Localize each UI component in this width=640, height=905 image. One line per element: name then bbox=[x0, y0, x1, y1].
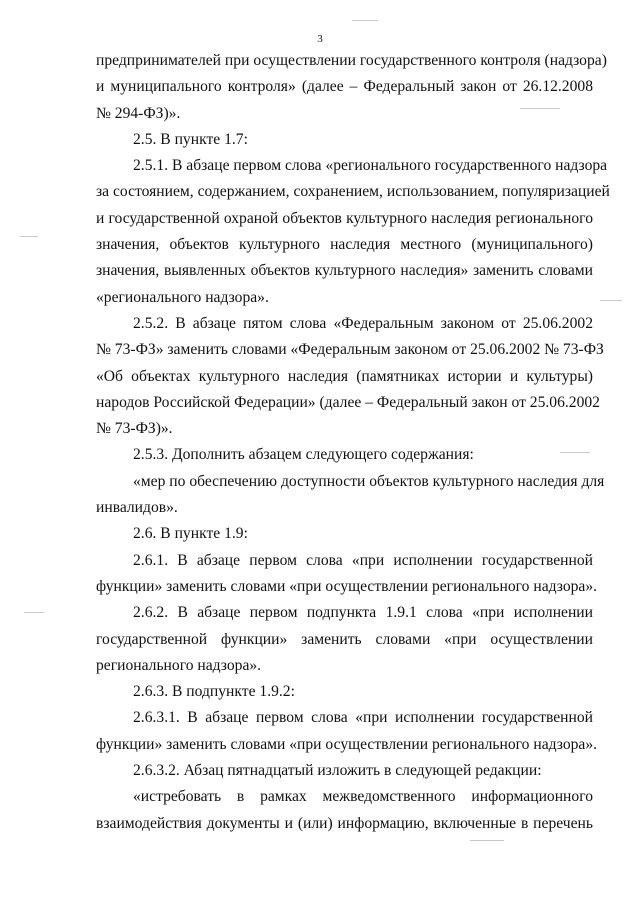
text-line: № 73-ФЗ)». bbox=[96, 420, 173, 438]
quoted-addition bbox=[96, 469, 605, 522]
page-number: 3 bbox=[317, 33, 323, 45]
text-line: функции» заменить словами «при осуществлении регионального надзора». bbox=[96, 577, 598, 595]
text-line: взаимодействия документы и (или) информацию, включенные в перечень bbox=[96, 814, 593, 832]
text-line: и муниципального контроля» (далее – Федеральный закон от 26.12.2008 bbox=[96, 78, 593, 96]
paragraph-2-6-3-2: 2.6.3.2. Абзац пятнадцатый изложить в следующей редакции: bbox=[133, 762, 542, 780]
text-line: значения, выявленных объектов культурного наследия» заменить словами bbox=[96, 262, 593, 280]
text-line: 2.5.1. В абзаце первом слова «регионального государственного надзора bbox=[133, 157, 608, 175]
text-line: народов Российской Федерации» (далее – Федеральный закон от 25.06.2002 bbox=[96, 393, 600, 411]
text-line: и государственной охраной объектов культурного наследия регионального bbox=[96, 209, 593, 227]
text-line: № 73-ФЗ» заменить словами «Федеральным законом от 25.06.2002 № 73-ФЗ bbox=[96, 341, 604, 359]
paragraph-2-6-2 bbox=[96, 600, 593, 679]
text-line: «истребовать в рамках межведомственного информационного bbox=[133, 788, 593, 806]
paragraph-continuation bbox=[96, 48, 607, 127]
section-heading-2-6: 2.6. В пункте 1.9: bbox=[133, 525, 248, 543]
scan-noise bbox=[520, 108, 560, 109]
text-line: за состоянием, содержанием, сохранением, использованием, популяризацией bbox=[96, 183, 610, 201]
paragraph-2-6-3: 2.6.3. В подпункте 1.9.2: bbox=[133, 683, 295, 701]
text-line: значения, объектов культурного наследия местного (муниципального) bbox=[96, 236, 593, 254]
text-line: предпринимателей при осуществлении государственного контроля (надзора) bbox=[96, 52, 607, 69]
paragraph-2-6-1 bbox=[96, 548, 598, 601]
text-line: государственной функции» заменить словами «при осуществлении bbox=[96, 630, 593, 648]
scan-noise bbox=[600, 300, 622, 301]
text-line: 2.6.2. В абзаце первом подпункта 1.9.1 слова «при исполнении bbox=[133, 604, 593, 622]
paragraph-2-5-2 bbox=[96, 311, 604, 442]
text-line: 2.5.2. В абзаце пятом слова «Федеральным законом от 25.06.2002 bbox=[133, 314, 593, 332]
scan-noise bbox=[352, 20, 378, 21]
text-line: «регионального надзора». bbox=[96, 288, 269, 306]
text-line: регионального надзора». bbox=[96, 656, 262, 674]
text-line: инвалидов». bbox=[96, 499, 178, 517]
section-heading-2-5: 2.5. В пункте 1.7: bbox=[133, 130, 248, 148]
text-line: функции» заменить словами «при осуществлении регионального надзора». bbox=[96, 735, 598, 753]
document-body bbox=[96, 48, 610, 837]
paragraph-2-5-1 bbox=[96, 153, 610, 311]
scan-noise bbox=[20, 236, 38, 237]
paragraph-2-6-3-1 bbox=[96, 705, 598, 758]
scan-noise bbox=[560, 452, 590, 453]
text-line: «Об объектах культурного наследия (памятниках истории и культуры) bbox=[96, 367, 593, 385]
text-line: 2.6.3.1. В абзаце первом слова «при исполнении государственной bbox=[133, 709, 593, 727]
text-line: «мер по обеспечению доступности объектов культурного наследия для bbox=[133, 472, 605, 490]
scan-noise bbox=[470, 840, 504, 841]
text-line: 2.6.1. В абзаце первом слова «при исполнении государственной bbox=[133, 551, 593, 569]
text-line: № 294-ФЗ)». bbox=[96, 104, 181, 122]
scan-noise bbox=[24, 612, 44, 613]
paragraph-2-5-3: 2.5.3. Дополнить абзацем следующего содержания: bbox=[133, 446, 474, 464]
quoted-new-wording bbox=[96, 784, 593, 837]
